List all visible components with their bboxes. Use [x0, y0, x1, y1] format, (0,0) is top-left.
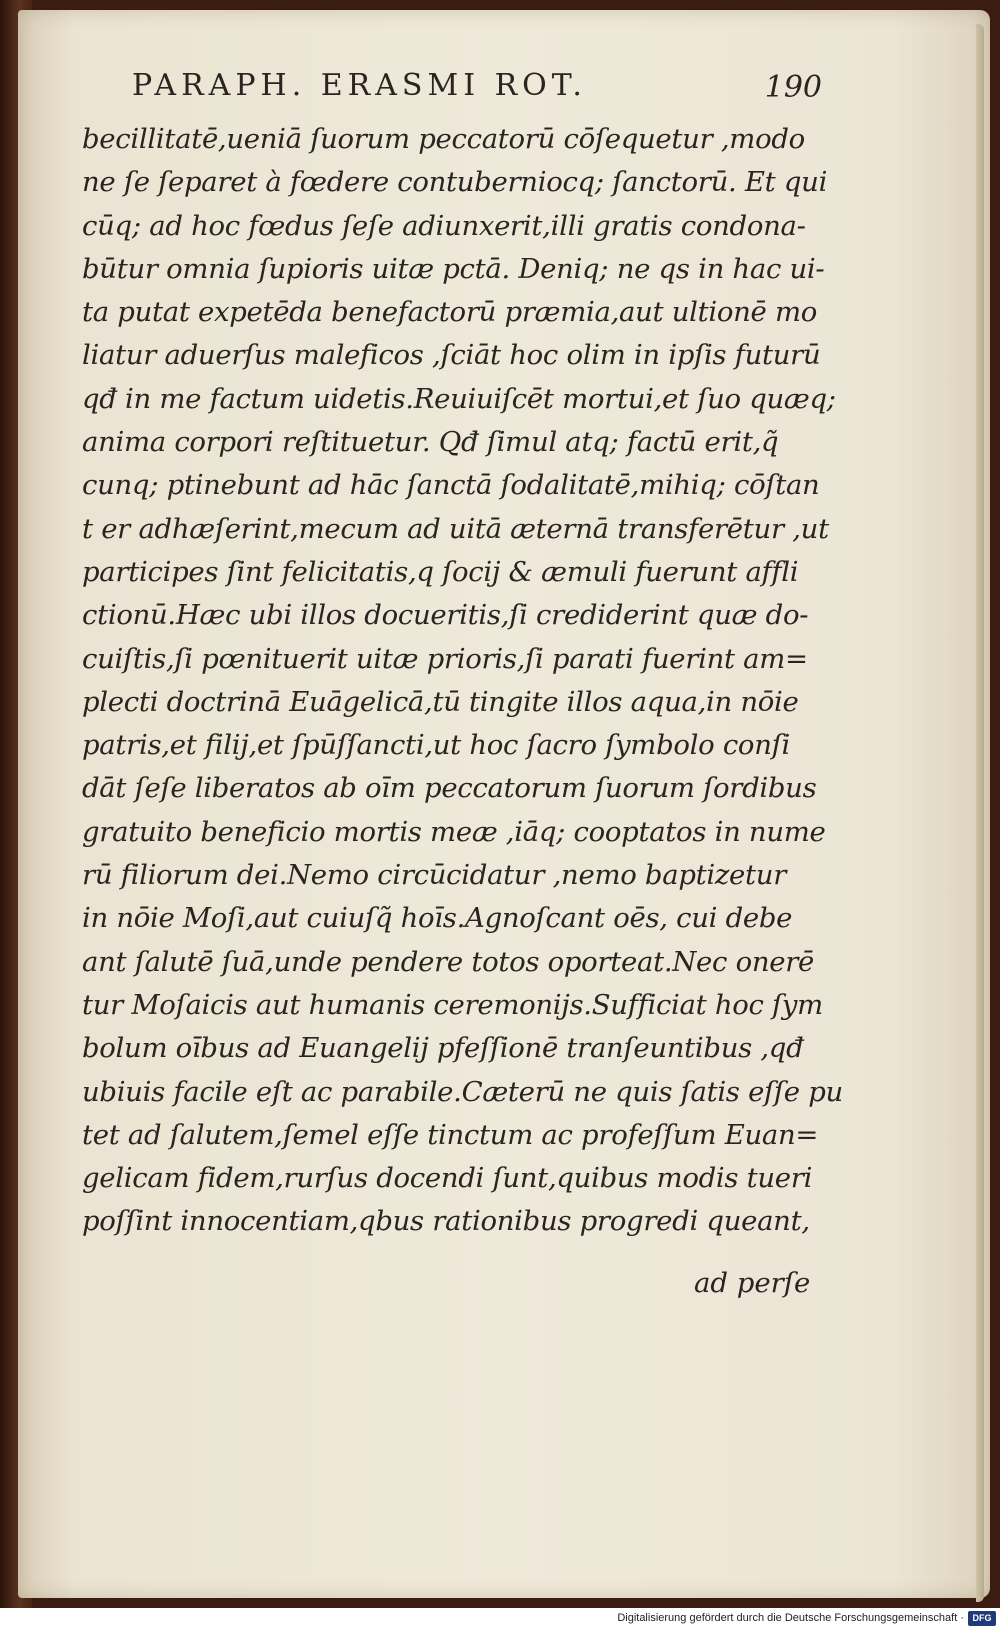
- body-text: [82, 118, 843, 1244]
- text-line: rū filiorum dei.Nemo circūcidatur ,nemo baptizetur: [82, 859, 787, 892]
- text-line: cūq; ad hoc fœdus ſeſe adiunxerit,illi gratis condona-: [82, 209, 806, 242]
- text-line: gelicam fidem,rurſus docendi ſunt,quibus modis tueri: [82, 1162, 813, 1195]
- page-edge: [976, 24, 984, 1602]
- text-line: in nōie Moſi,aut cuiuſq̃ hoīs.Agnoſcant oēs, cui debe: [82, 902, 793, 935]
- text-line: ctionū.Hæc ubi illos docueritis,ſi crediderint quæ do-: [82, 599, 809, 632]
- catchword: ad perſe: [694, 1267, 811, 1299]
- text-line: ta putat expetēda benefactorū præmia,aut ultionē mo: [82, 296, 817, 329]
- dfg-logo: DFG: [968, 1611, 996, 1626]
- text-line: t er adhæſerint,mecum ad uitā æternā transferētur ,ut: [82, 512, 829, 545]
- text-line: cunq; ptinebunt ad hāc ſanctā ſodalitatē,mihiq; cōſtan: [82, 469, 820, 502]
- text-line: qđ in me factum uidetis.Reuiuiſcēt mortui,et ſuo quæq;: [82, 382, 836, 415]
- text-line: ne ſe ſeparet à fœdere contuberniocq; ſanctorū. Et qui: [82, 166, 828, 199]
- text-line: cuiſtis,ſi pœnituerit uitæ prioris,ſi parati fuerint am=: [82, 642, 808, 675]
- text-line: bolum oībus ad Euangelij pfeſſionē tranſeuntibus ,qđ: [82, 1032, 804, 1065]
- text-line: tur Moſaicis aut humanis ceremonijs.Sufficiat hoc ſym: [82, 988, 823, 1021]
- page-number: 190: [764, 70, 822, 105]
- running-head: [132, 64, 822, 112]
- text-line: becillitatē,ueniā ſuorum peccatorū cōſequetur ,modo: [82, 123, 805, 155]
- text-line: būtur omnia ſupioris uitæ pctā. Deniq; ne qs in hac ui-: [82, 252, 825, 285]
- digitization-credit: Digitalisierung gefördert durch die Deutsche Forschungsgemeinschaft ·: [617, 1612, 964, 1624]
- text-line: plecti doctrinā Euāgelicā,tū tingite illos aqua,in nōie: [82, 685, 799, 718]
- text-line: patris,et filij,et ſpūſſancti,ut hoc ſacro ſymbolo conſi: [82, 729, 790, 762]
- text-line: poſſint innocentiam,qbus rationibus progredi queant,: [82, 1205, 810, 1238]
- text-line: ant ſalutē ſuā,unde pendere totos oporteat.Nec onerē: [82, 945, 815, 978]
- text-line: anima corpori reſtituetur. Qđ ſimul atq; factū erit,q̃: [82, 426, 779, 459]
- text-line: liatur aduerſus maleficos ,ſciāt hoc olim in ipſis futurū: [82, 339, 821, 372]
- running-title: PARAPH. ERASMI ROT.: [132, 68, 587, 103]
- text-line: gratuito beneficio mortis meæ ,iāq; cooptatos in nume: [82, 815, 826, 848]
- footer-strip: [0, 1608, 1000, 1631]
- text-line: ubiuis facile eſt ac parabile.Cæterū ne quis ſatis eſſe pu: [82, 1075, 843, 1108]
- text-line: participes ſint felicitatis,q ſocij & æmuli fuerunt affli: [82, 555, 799, 588]
- text-line: tet ad ſalutem,ſemel eſſe tinctum ac profeſſum Euan=: [82, 1118, 819, 1151]
- text-line: dāt ſeſe liberatos ab oīm peccatorum ſuorum ſordibus: [82, 772, 817, 805]
